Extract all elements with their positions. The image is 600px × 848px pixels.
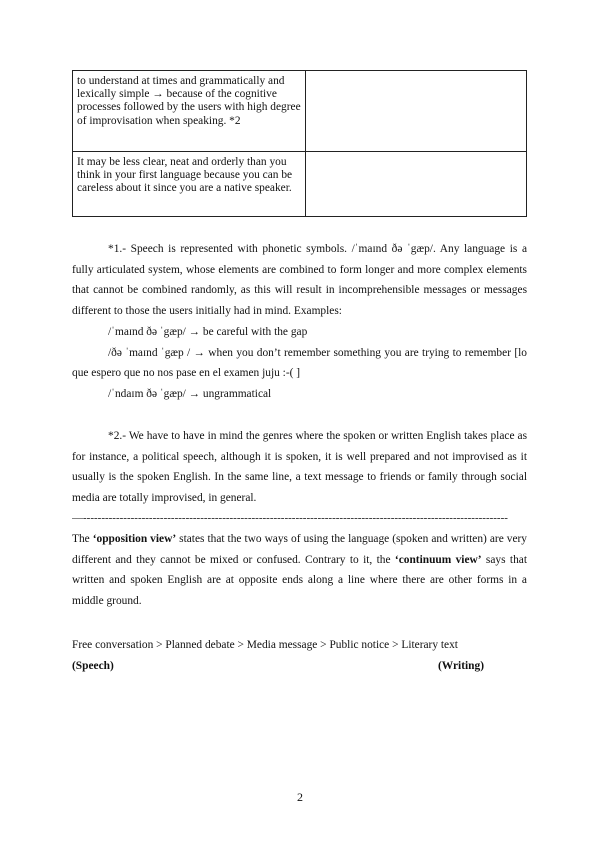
table-cell — [306, 71, 527, 152]
views-text-2: states that the two ways of using the language (spoken and written) are very different and they cannot be mixed or confused. Contrary to it, the — [72, 533, 527, 566]
views-paragraph — [72, 529, 527, 612]
writing-paren-open: ( — [438, 659, 442, 672]
continuum-line: Free conversation > Planned debate > Media message > Public notice > Literary text — [72, 639, 458, 651]
speech-word: Speech — [75, 659, 110, 672]
table-cell — [306, 152, 527, 217]
example-1: /ˈmaɪnd ðə ˈgæp/ → be careful with the gap — [108, 325, 308, 338]
table-row — [73, 152, 527, 217]
table-cell: to understand at times and grammatically and lexically simple → because of the cognitive processes followed by the users with high degree of improvisation when speaking. *2 — [73, 71, 306, 152]
continuum-ends — [72, 656, 484, 677]
views-text-1: The — [72, 533, 93, 545]
example-2: /ðə ˈmaɪnd ˈgæp / → when you don’t remember something you are trying to remember [lo que espero que no nos pase en el examen juju :-( ] — [72, 346, 527, 380]
speech-label — [72, 656, 114, 677]
table-row — [73, 71, 527, 152]
footnote-2-text: *2.- We have to have in mind the genres where the spoken or written English takes place as for instance, a political speech, although it is spoken, it is well prepared and not improvised as it usually is the spoken English. In the same line, a text message to friends or family through social media are totally improvised, in general. — [72, 430, 527, 505]
table-cell: It may be less clear, neat and orderly than you think in your first language because you can be careless about it since you are a native speaker. — [73, 152, 306, 217]
opposition-view-term: ‘opposition view’ — [92, 533, 177, 545]
footnote-1-intro: *1.- Speech is represented with phonetic symbols. /ˈmaɪnd ðə ˈgæp/. Any language is a fully articulated system, whose elements are combined to form longer and more complex elements that cannot be combined randomly, as this will result in incomprehensible messages or messages different to those the users initially had in mind. Examples: — [72, 243, 527, 318]
writing-label — [438, 656, 484, 677]
views-text-3: says that written and spoken English are at opposite ends along a line where there are other forms in a middle ground. — [72, 553, 527, 608]
comparison-table — [72, 70, 527, 217]
speech-paren-close: ) — [109, 659, 114, 672]
page-number: 2 — [297, 790, 303, 804]
writing-paren-close: ) — [480, 659, 484, 672]
writing-word: Writing — [441, 659, 481, 672]
speech-paren-open: ( — [72, 659, 76, 672]
footnote-1 — [72, 239, 527, 405]
continuum-scale — [72, 635, 527, 676]
dashed-divider: —-------------------------------------------------------------------------------------------------------------------- — [72, 512, 508, 524]
example-3: /ˈndaɪm ðə ˈgæp/ → ungrammatical — [108, 387, 272, 400]
continuum-view-term: ‘continuum view’ — [394, 553, 482, 566]
footnote-2 — [72, 426, 527, 509]
